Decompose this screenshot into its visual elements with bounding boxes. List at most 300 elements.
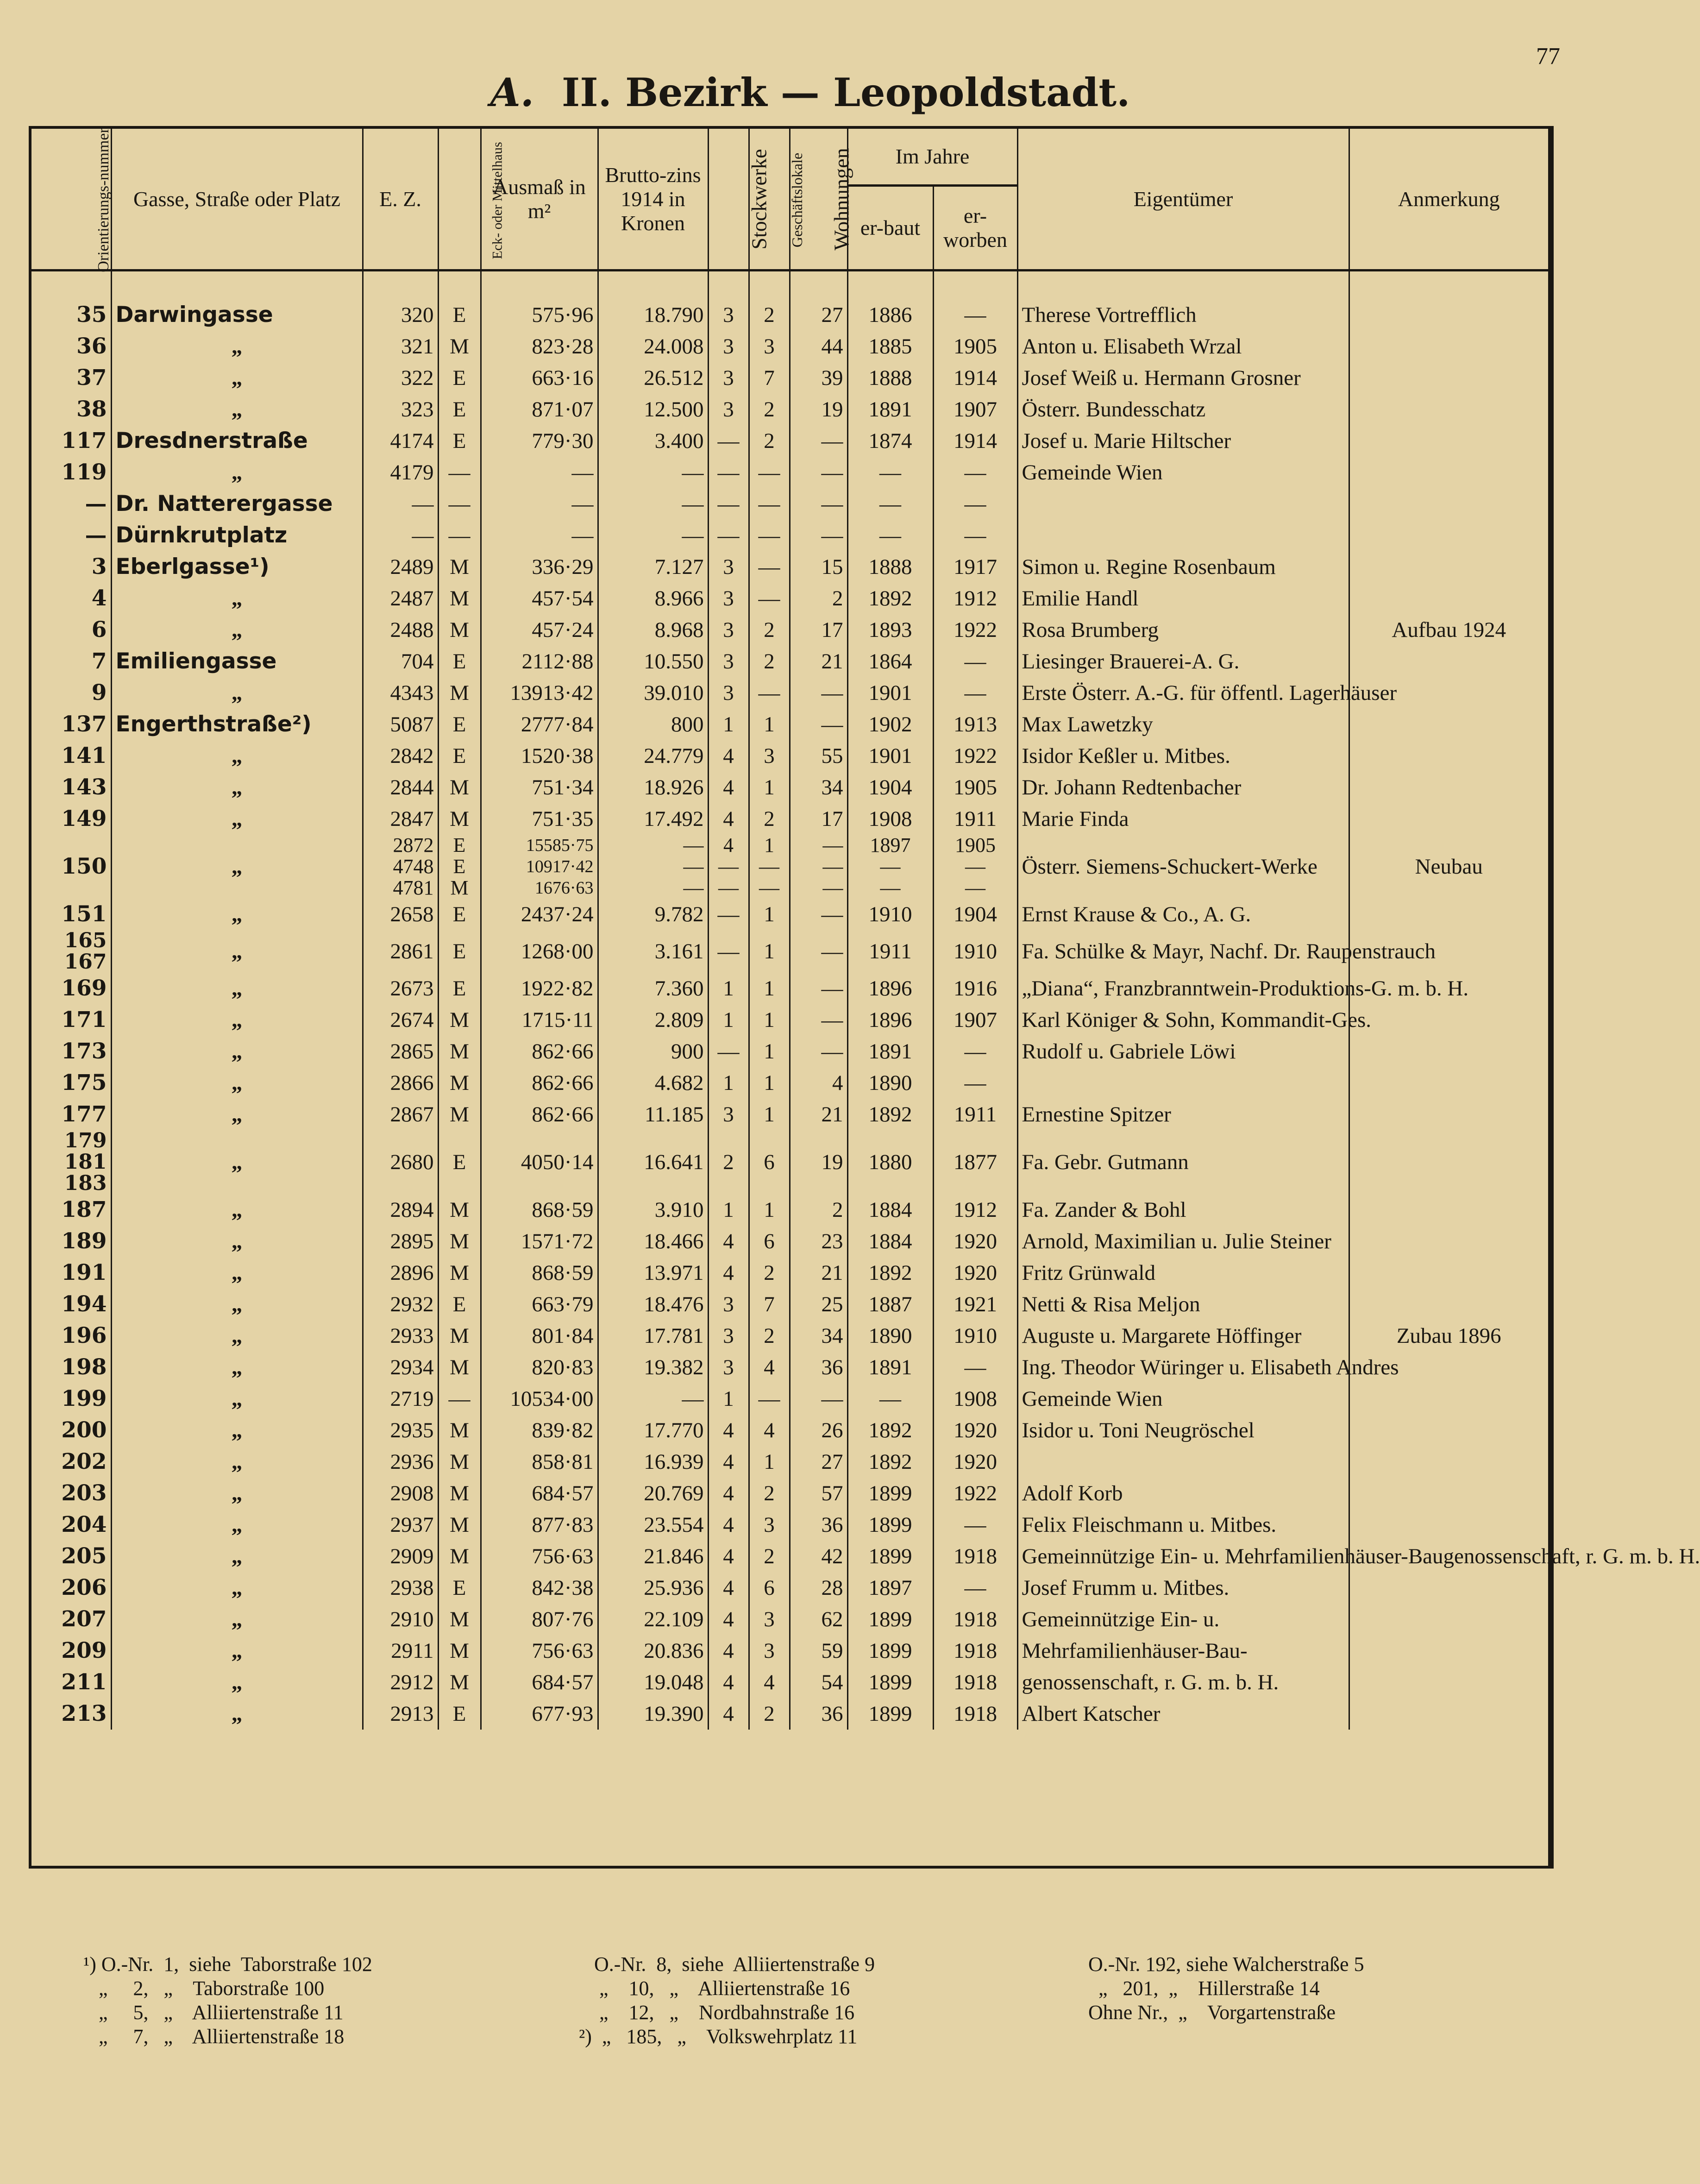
cell-owner: Josef u. Marie Hiltscher [1017,425,1349,457]
cell-erworben: 1917 [933,551,1017,583]
cell-eck: M [438,677,481,709]
cell-eck: E [438,1130,481,1194]
cell-wohnungen: — [790,1383,847,1415]
cell-eck: M [438,1635,481,1667]
cell-erbaut: 1884 [847,1194,933,1226]
cell-wohnungen: — [790,1036,847,1067]
cell-wohnungen: 54 [790,1667,847,1698]
cell-owner [1017,1067,1349,1099]
cell-eck: E [438,362,481,394]
cell-owner: Emilie Handl [1017,583,1349,614]
cell-ez: 2673 [363,973,438,1004]
cell-owner: Netti & Risa Meljon [1017,1289,1349,1320]
cell-eck: E [438,271,481,331]
cell-area: — [481,520,598,551]
cell-erbaut: 1890 [847,1320,933,1352]
cell-erbaut: 1899 [847,1698,933,1730]
cell-area: 663·79 [481,1289,598,1320]
table-row [31,1446,1548,1478]
cell-street: „ [111,1541,363,1572]
cell-erworben: 1910 [933,1320,1017,1352]
cell-area: 2777·84 [481,709,598,740]
table-row [31,709,1548,740]
cell-erbaut: 1892 [847,1415,933,1446]
cell-owner: Karl Königer & Sohn, Kommandit-Ges. [1017,1004,1349,1036]
col-zins: Brutto-zins 1914 in Kronen [598,129,708,271]
cell-erbaut: 1888 [847,362,933,394]
cell-eck: E [438,709,481,740]
cell-owner: Simon u. Regine Rosenbaum [1017,551,1349,583]
cell-area: 13913·42 [481,677,598,709]
cell-stockwerke: 4 [708,1257,749,1289]
cell-erworben: 1905 [933,331,1017,362]
cell-ez: 323 [363,394,438,425]
cell-eck: M [438,1478,481,1509]
cell-erworben: 1914 [933,362,1017,394]
cell-area: 15585·75 10917·42 1676·63 [481,835,598,899]
table-row [31,835,1548,899]
table-row [31,551,1548,583]
table-row [31,457,1548,488]
cell-wohnungen: 34 [790,772,847,803]
cell-erworben: 1905 — — [933,835,1017,899]
cell-owner: Liesinger Brauerei-A. G. [1017,646,1349,677]
cell-area: 336·29 [481,551,598,583]
cell-stockwerke: 3 [708,1099,749,1130]
cell-geschaeftslokale: 2 [749,394,790,425]
cell-geschaeftslokale: 1 [749,1004,790,1036]
cell-owner: genossenschaft, r. G. m. b. H. [1017,1667,1349,1698]
cell-number: 206 [31,1572,111,1604]
table-row [31,1257,1548,1289]
cell-geschaeftslokale: 6 [749,1226,790,1257]
cell-note [1349,488,1548,520]
district-title: II. Bezirk — Leopoldstadt. [562,69,1130,115]
cell-geschaeftslokale: 1 [749,1036,790,1067]
cell-zins: 9.782 [598,899,708,930]
cell-ez: 2487 [363,583,438,614]
col-stockwerke: Stockwerke [708,129,749,271]
cell-zins: 18.466 [598,1226,708,1257]
cell-zins: — [598,1383,708,1415]
cell-erbaut: 1899 [847,1667,933,1698]
cell-stockwerke: — [708,899,749,930]
cell-ez: 2895 [363,1226,438,1257]
table-body [31,271,1700,1730]
cell-area: 862·66 [481,1067,598,1099]
cell-erbaut: 1864 [847,646,933,677]
cell-note [1349,271,1548,331]
cell-stockwerke: — [708,1036,749,1067]
cell-stockwerke: 1 [708,1067,749,1099]
cell-erworben: — [933,1572,1017,1604]
cell-street: „ [111,362,363,394]
cell-eck: — [438,520,481,551]
cell-owner: Ernst Krause & Co., A. G. [1017,899,1349,930]
cell-note [1349,803,1548,835]
cell-erbaut: 1896 [847,973,933,1004]
cell-owner: Therese Vortrefflich [1017,271,1349,331]
cell-zins: 13.971 [598,1257,708,1289]
table-row [31,394,1548,425]
cell-erworben: — [933,488,1017,520]
cell-eck: M [438,1604,481,1635]
cell-number: 179 181 183 [31,1130,111,1194]
cell-street: „ [111,803,363,835]
cell-owner: Ernestine Spitzer [1017,1099,1349,1130]
cell-street: „ [111,930,363,973]
cell-geschaeftslokale: 2 [749,1698,790,1730]
cell-note [1349,709,1548,740]
cell-number: 117 [31,425,111,457]
cell-erworben: — [933,1352,1017,1383]
cell-erworben: 1914 [933,425,1017,457]
cell-wohnungen: — [790,457,847,488]
cell-number: 200 [31,1415,111,1446]
col-erbaut: er-baut [847,186,933,271]
cell-street: „ [111,973,363,1004]
cell-erbaut: 1902 [847,709,933,740]
section-letter: A. [490,69,534,115]
cell-owner: Josef Weiß u. Hermann Grosner [1017,362,1349,394]
cell-street: „ [111,1257,363,1289]
cell-area: 756·63 [481,1541,598,1572]
cell-zins: 17.492 [598,803,708,835]
cell-street: „ [111,677,363,709]
table-row [31,1067,1548,1099]
cell-stockwerke: 4 [708,1604,749,1635]
table-row [31,1572,1548,1604]
cell-wohnungen: 15 [790,551,847,583]
table-row [31,1383,1548,1415]
cell-eck: E [438,1698,481,1730]
cell-wohnungen: 17 [790,803,847,835]
cell-erbaut: 1908 [847,803,933,835]
table-row [31,425,1548,457]
cell-number: 149 [31,803,111,835]
cell-geschaeftslokale: 1 [749,973,790,1004]
cell-number: 173 [31,1036,111,1067]
cell-geschaeftslokale: 4 [749,1667,790,1698]
header-row [31,129,1548,186]
cell-erbaut: 1886 [847,271,933,331]
cell-eck: M [438,614,481,646]
cell-zins: 17.770 [598,1415,708,1446]
table-row [31,1352,1548,1383]
cell-erworben: 1918 [933,1635,1017,1667]
table-row [31,1320,1548,1352]
cell-geschaeftslokale: 2 [749,1541,790,1572]
cell-area: — [481,488,598,520]
cell-eck: M [438,1226,481,1257]
cell-owner: Auguste u. Margarete Höffinger [1017,1320,1349,1352]
cell-owner: Ing. Theodor Würinger u. Elisabeth Andres [1017,1352,1349,1383]
cell-erworben: 1922 [933,1478,1017,1509]
cell-wohnungen: 19 [790,1130,847,1194]
cell-eck: M [438,1667,481,1698]
cell-number: 3 [31,551,111,583]
cell-note [1349,551,1548,583]
cell-erworben: — [933,1067,1017,1099]
cell-ez: 2489 [363,551,438,583]
cell-number: 202 [31,1446,111,1478]
cell-ez: 2844 [363,772,438,803]
cell-eck: E [438,899,481,930]
cell-number: — [31,520,111,551]
cell-street: Dresdnerstraße [111,425,363,457]
cell-area: 684·57 [481,1667,598,1698]
cell-note [1349,457,1548,488]
cell-zins: 800 [598,709,708,740]
cell-wohnungen: 21 [790,1257,847,1289]
cell-eck: M [438,1446,481,1478]
cell-street: „ [111,1572,363,1604]
cell-stockwerke: 3 [708,1352,749,1383]
cell-note [1349,1478,1548,1509]
cell-area: 842·38 [481,1572,598,1604]
cell-street: „ [111,1415,363,1446]
table-row [31,614,1548,646]
cell-owner: Gemeinnützige Ein- u. Mehrfamilienhäuser-Baugenossenschaft, r. G. m. b. H. [1017,1541,1349,1572]
cell-erbaut: 1899 [847,1509,933,1541]
cell-erworben: 1920 [933,1415,1017,1446]
cell-wohnungen: — [790,520,847,551]
cell-note [1349,646,1548,677]
cell-geschaeftslokale: 2 [749,1320,790,1352]
cell-area: 751·35 [481,803,598,835]
cell-eck: M [438,803,481,835]
cell-stockwerke: 3 [708,583,749,614]
cell-owner: Isidor Keßler u. Mitbes. [1017,740,1349,772]
cell-ez: 2937 [363,1509,438,1541]
cell-erbaut: 1910 [847,899,933,930]
cell-street: „ [111,1004,363,1036]
cell-erbaut: 1899 [847,1478,933,1509]
cell-area: 677·93 [481,1698,598,1730]
cell-ez: 4343 [363,677,438,709]
cell-wohnungen: 28 [790,1572,847,1604]
cell-note [1349,1604,1548,1635]
cell-ez: — [363,488,438,520]
cell-number: 213 [31,1698,111,1730]
cell-erbaut: 1899 [847,1604,933,1635]
cell-stockwerke: 4 [708,1446,749,1478]
cell-erworben: — [933,520,1017,551]
cell-street: „ [111,1604,363,1635]
cell-erbaut: 1899 [847,1635,933,1667]
cell-street: „ [111,331,363,362]
table-row [31,772,1548,803]
cell-street: „ [111,1226,363,1257]
table-row [31,520,1548,551]
cell-zins: 7.360 [598,973,708,1004]
cell-zins: 24.779 [598,740,708,772]
cell-wohnungen: 4 [790,1067,847,1099]
cell-ez: 2910 [363,1604,438,1635]
cell-owner [1017,1446,1349,1478]
cell-erworben: 1907 [933,1004,1017,1036]
cell-number: 205 [31,1541,111,1572]
table-row [31,1478,1548,1509]
cell-ez: 2842 [363,740,438,772]
cell-eck: — [438,1383,481,1415]
cell-wohnungen: 25 [790,1289,847,1320]
cell-note [1349,1257,1548,1289]
cell-erbaut: 1874 [847,425,933,457]
cell-erbaut: 1892 [847,1099,933,1130]
cell-geschaeftslokale: 3 [749,1604,790,1635]
col-eck: Eck- oder Mittelhaus [438,129,481,271]
cell-ez: — [363,520,438,551]
cell-number: 196 [31,1320,111,1352]
cell-street: „ [111,740,363,772]
cell-eck: M [438,1541,481,1572]
cell-eck: — [438,457,481,488]
cell-stockwerke: 4 [708,1226,749,1257]
cell-note [1349,425,1548,457]
cell-area: 779·30 [481,425,598,457]
table-row [31,1130,1548,1194]
table-row [31,803,1548,835]
cell-geschaeftslokale: 2 [749,646,790,677]
cell-street: „ [111,1289,363,1320]
cell-geschaeftslokale: 3 [749,1509,790,1541]
cell-note [1349,520,1548,551]
table-row [31,973,1548,1004]
cell-street: „ [111,583,363,614]
cell-owner: Österr. Bundesschatz [1017,394,1349,425]
cell-zins: 18.476 [598,1289,708,1320]
cell-zins: 3.161 [598,930,708,973]
cell-erbaut: 1885 [847,331,933,362]
cell-erbaut: 1888 [847,551,933,583]
cell-stockwerke: 4 [708,772,749,803]
table-row [31,1226,1548,1257]
cell-zins: 18.790 [598,271,708,331]
cell-number: 143 [31,772,111,803]
cell-owner: Fa. Schülke & Mayr, Nachf. Dr. Raupenstrauch [1017,930,1349,973]
cell-eck: — [438,488,481,520]
cell-zins: — [598,520,708,551]
cell-street: „ [111,614,363,646]
cell-area: 871·07 [481,394,598,425]
cell-zins: — [598,457,708,488]
table-row [31,1194,1548,1226]
cell-erbaut: 1891 [847,1036,933,1067]
cell-number: 198 [31,1352,111,1383]
cell-wohnungen: — [790,1004,847,1036]
cell-ez: 2896 [363,1257,438,1289]
cell-eck: M [438,1509,481,1541]
cell-owner: Josef Frumm u. Mitbes. [1017,1572,1349,1604]
cell-street: „ [111,1036,363,1067]
cell-number: 9 [31,677,111,709]
cell-area: 2112·88 [481,646,598,677]
cell-ez: 2912 [363,1667,438,1698]
table-row [31,1667,1548,1698]
cell-note [1349,362,1548,394]
cell-erbaut: 1892 [847,583,933,614]
cell-ez: 2658 [363,899,438,930]
cell-eck: M [438,583,481,614]
col-wohnungen: Wohnungen [790,129,847,271]
cell-erbaut: 1911 [847,930,933,973]
cell-area: 1571·72 [481,1226,598,1257]
cell-erbaut: 1893 [847,614,933,646]
cell-ez: 2938 [363,1572,438,1604]
cell-stockwerke: 1 [708,709,749,740]
cell-ez: 2935 [363,1415,438,1446]
cell-zins: 39.010 [598,677,708,709]
cell-owner: Felix Fleischmann u. Mitbes. [1017,1509,1349,1541]
table-row [31,1698,1548,1730]
cell-note [1349,1509,1548,1541]
cell-owner: Rudolf u. Gabriele Löwi [1017,1036,1349,1067]
cell-geschaeftslokale: 1 [749,1099,790,1130]
table-row [31,362,1548,394]
cell-zins: 22.109 [598,1604,708,1635]
cell-erworben: 1912 [933,583,1017,614]
cell-ez: 2866 [363,1067,438,1099]
cell-stockwerke: 3 [708,362,749,394]
cell-ez: 2680 [363,1130,438,1194]
cell-number: 187 [31,1194,111,1226]
cell-erworben: 1918 [933,1604,1017,1635]
cell-eck: E [438,930,481,973]
cell-wohnungen: — [790,899,847,930]
cell-number: 4 [31,583,111,614]
cell-eck: M [438,551,481,583]
cell-wohnungen: 36 [790,1352,847,1383]
cell-eck: E [438,1289,481,1320]
cell-note: Neubau [1415,855,1483,879]
cell-owner: Gemeinde Wien [1017,457,1349,488]
cell-zins: 8.968 [598,614,708,646]
cell-street: „ [111,835,363,899]
cell-owner [1017,488,1349,520]
cell-owner: Arnold, Maximilian u. Julie Steiner [1017,1226,1349,1257]
cell-stockwerke: — [708,488,749,520]
property-register-table [31,128,1700,1730]
cell-note [1349,1004,1548,1036]
cell-street: Emiliengasse [111,646,363,677]
cell-street: „ [111,1130,363,1194]
cell-geschaeftslokale: 4 [749,1352,790,1383]
cell-street: „ [111,1067,363,1099]
cell-geschaeftslokale: 1 [749,1067,790,1099]
cell-eck: M [438,1004,481,1036]
cell-erbaut: 1891 [847,394,933,425]
cell-ez: 2936 [363,1446,438,1478]
cell-erworben: 1911 [933,803,1017,835]
cell-street: „ [111,394,363,425]
cell-wohnungen: 42 [790,1541,847,1572]
cell-zins: 26.512 [598,362,708,394]
cell-geschaeftslokale: 4 [749,1415,790,1446]
cell-area: 4050·14 [481,1130,598,1194]
cell-owner: Adolf Korb [1017,1478,1349,1509]
cell-area: 801·84 [481,1320,598,1352]
cell-note [1349,1289,1548,1320]
cell-erworben: 1877 [933,1130,1017,1194]
cell-geschaeftslokale: — [749,583,790,614]
cell-street: „ [111,1446,363,1478]
cell-ez: 2872 4748 4781 [363,835,438,899]
cell-stockwerke: 1 [708,1383,749,1415]
cell-area: 1268·00 [481,930,598,973]
cell-eck: E [438,740,481,772]
cell-area: — [481,457,598,488]
